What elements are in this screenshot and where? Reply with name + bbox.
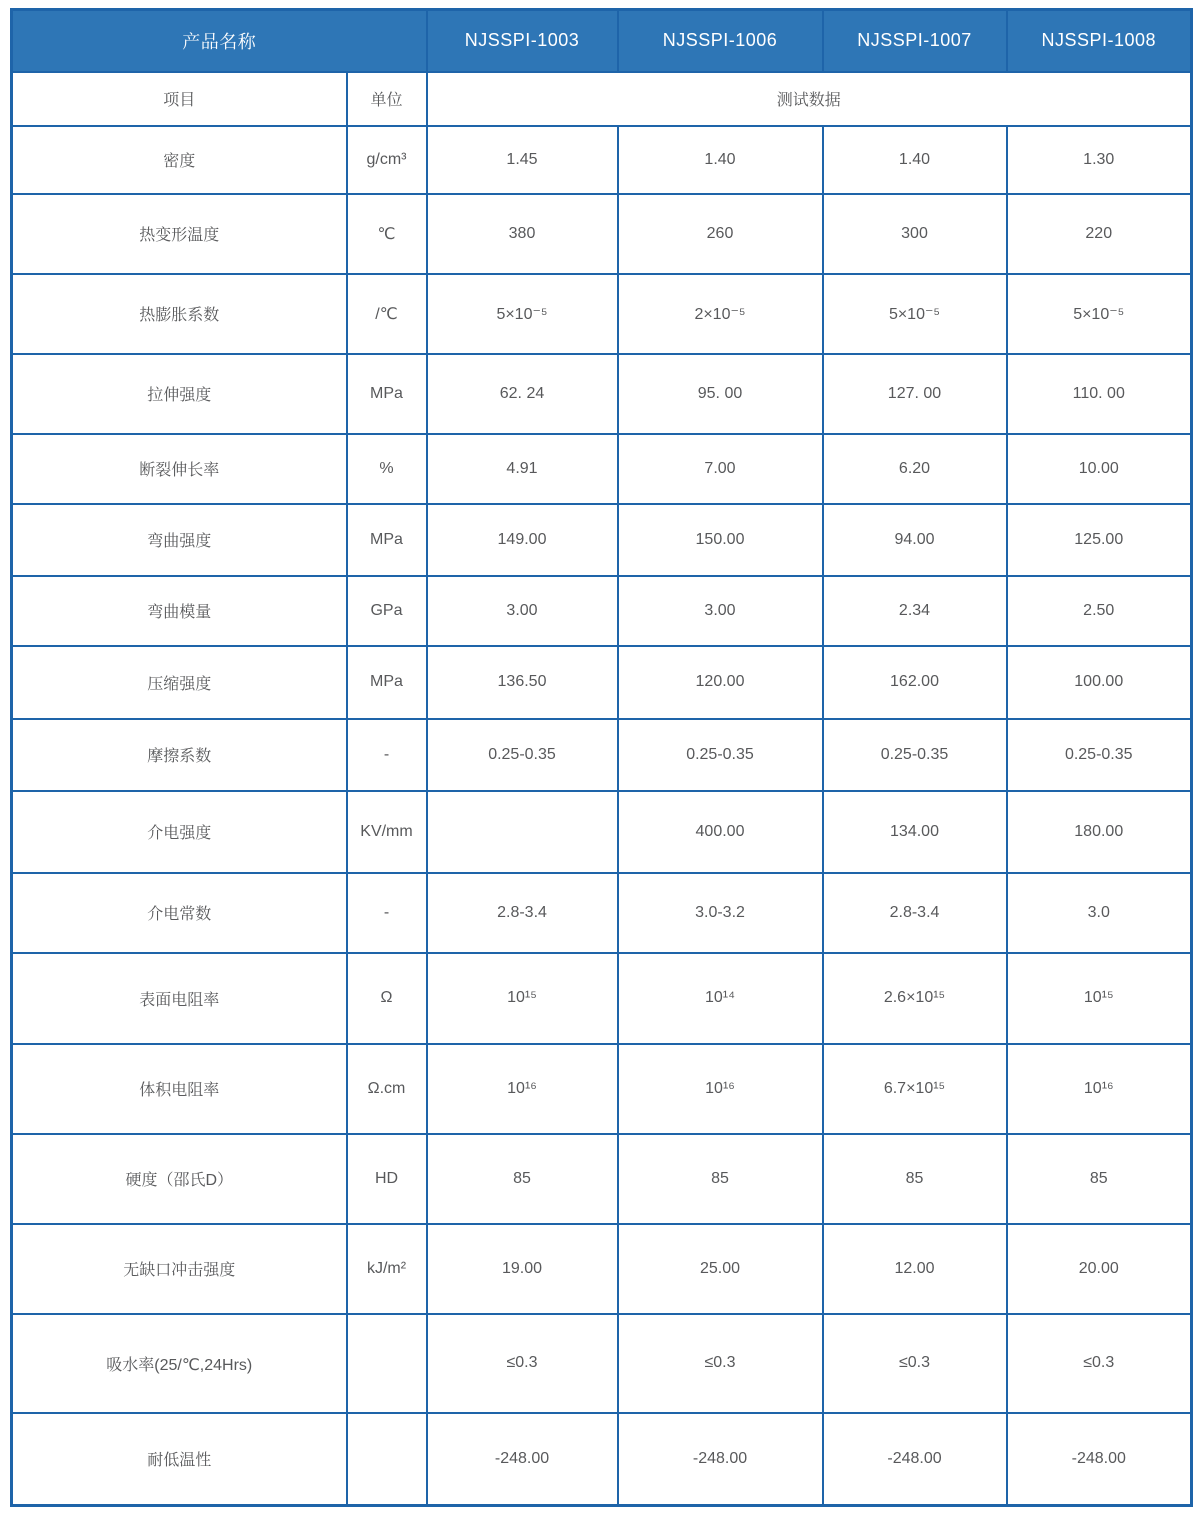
table-row xyxy=(12,719,1192,791)
property-unit-cell: MPa xyxy=(347,504,427,576)
property-value-cell: 10¹⁶ xyxy=(618,1044,823,1134)
table-row xyxy=(12,873,1192,953)
property-label-cell: 热膨胀系数 xyxy=(12,274,347,354)
property-value-cell xyxy=(427,791,618,873)
property-unit-cell: g/cm³ xyxy=(347,126,427,194)
property-value-cell: 120.00 xyxy=(618,646,823,719)
property-label-cell: 介电常数 xyxy=(12,873,347,953)
property-value-cell: 150.00 xyxy=(618,504,823,576)
property-unit-cell: KV/mm xyxy=(347,791,427,873)
property-value-cell: 0.25-0.35 xyxy=(427,719,618,791)
property-label-cell: 热变形温度 xyxy=(12,194,347,274)
product-header-row xyxy=(12,10,1192,72)
table-row xyxy=(12,354,1192,434)
table-row xyxy=(12,576,1192,646)
property-value-cell: 110. 00 xyxy=(1007,354,1192,434)
property-value-cell: 5×10⁻⁵ xyxy=(427,274,618,354)
spec-table-body xyxy=(12,126,1192,1506)
table-row xyxy=(12,194,1192,274)
property-label-cell: 耐低温性 xyxy=(12,1413,347,1506)
property-unit-cell: GPa xyxy=(347,576,427,646)
property-unit-cell: Ω xyxy=(347,953,427,1044)
property-unit-cell: - xyxy=(347,719,427,791)
table-row xyxy=(12,953,1192,1044)
property-unit-cell: /℃ xyxy=(347,274,427,354)
property-value-cell: 180.00 xyxy=(1007,791,1192,873)
property-label-cell: 密度 xyxy=(12,126,347,194)
property-value-cell: 85 xyxy=(618,1134,823,1224)
property-value-cell: 25.00 xyxy=(618,1224,823,1314)
property-value-cell: 10¹⁶ xyxy=(427,1044,618,1134)
product-spec-table xyxy=(10,8,1193,1507)
property-label-cell: 硬度（邵氏D） xyxy=(12,1134,347,1224)
property-value-cell: ≤0.3 xyxy=(823,1314,1007,1413)
property-value-cell: 125.00 xyxy=(1007,504,1192,576)
property-value-cell: 1.40 xyxy=(823,126,1007,194)
property-label-cell: 摩擦系数 xyxy=(12,719,347,791)
subheader-row xyxy=(12,72,1192,126)
property-label-cell: 压缩强度 xyxy=(12,646,347,719)
property-value-cell: ≤0.3 xyxy=(1007,1314,1192,1413)
property-value-cell: ≤0.3 xyxy=(618,1314,823,1413)
property-value-cell: 380 xyxy=(427,194,618,274)
property-value-cell: 62. 24 xyxy=(427,354,618,434)
table-row xyxy=(12,274,1192,354)
table-row xyxy=(12,791,1192,873)
property-value-cell: 100.00 xyxy=(1007,646,1192,719)
property-unit-cell: Ω.cm xyxy=(347,1044,427,1134)
table-row xyxy=(12,504,1192,576)
property-value-cell: -248.00 xyxy=(823,1413,1007,1506)
property-value-cell: 2×10⁻⁵ xyxy=(618,274,823,354)
item-header: 项目 xyxy=(12,72,347,126)
property-value-cell: 3.0 xyxy=(1007,873,1192,953)
property-value-cell: 0.25-0.35 xyxy=(1007,719,1192,791)
property-value-cell: 10¹⁵ xyxy=(427,953,618,1044)
property-label-cell: 体积电阻率 xyxy=(12,1044,347,1134)
property-value-cell: 134.00 xyxy=(823,791,1007,873)
property-value-cell: 20.00 xyxy=(1007,1224,1192,1314)
table-row xyxy=(12,434,1192,504)
table-row xyxy=(12,1134,1192,1224)
product-column-header: NJSSPI-1008 xyxy=(1007,10,1192,72)
property-value-cell: 85 xyxy=(427,1134,618,1224)
property-value-cell: 10¹⁴ xyxy=(618,953,823,1044)
property-value-cell: 10¹⁶ xyxy=(1007,1044,1192,1134)
property-value-cell: 3.0-3.2 xyxy=(618,873,823,953)
property-value-cell: 1.45 xyxy=(427,126,618,194)
property-value-cell: ≤0.3 xyxy=(427,1314,618,1413)
property-value-cell: 0.25-0.35 xyxy=(618,719,823,791)
property-unit-cell: MPa xyxy=(347,354,427,434)
table-row xyxy=(12,126,1192,194)
property-value-cell: 149.00 xyxy=(427,504,618,576)
property-unit-cell: kJ/m² xyxy=(347,1224,427,1314)
property-label-cell: 断裂伸长率 xyxy=(12,434,347,504)
property-value-cell: 95. 00 xyxy=(618,354,823,434)
property-value-cell: 12.00 xyxy=(823,1224,1007,1314)
property-value-cell: 19.00 xyxy=(427,1224,618,1314)
property-value-cell: 10.00 xyxy=(1007,434,1192,504)
table-row xyxy=(12,1044,1192,1134)
property-unit-cell: ℃ xyxy=(347,194,427,274)
property-value-cell: 260 xyxy=(618,194,823,274)
property-value-cell: 136.50 xyxy=(427,646,618,719)
table-row xyxy=(12,1413,1192,1506)
property-value-cell: 2.8-3.4 xyxy=(427,873,618,953)
property-value-cell: 0.25-0.35 xyxy=(823,719,1007,791)
property-value-cell: 400.00 xyxy=(618,791,823,873)
property-value-cell: 1.40 xyxy=(618,126,823,194)
product-column-header: NJSSPI-1006 xyxy=(618,10,823,72)
property-value-cell: 2.50 xyxy=(1007,576,1192,646)
property-value-cell: 162.00 xyxy=(823,646,1007,719)
property-label-cell: 弯曲强度 xyxy=(12,504,347,576)
property-value-cell: -248.00 xyxy=(427,1413,618,1506)
product-column-header: NJSSPI-1003 xyxy=(427,10,618,72)
property-value-cell: 2.34 xyxy=(823,576,1007,646)
property-value-cell: 2.8-3.4 xyxy=(823,873,1007,953)
property-unit-cell: % xyxy=(347,434,427,504)
table-row xyxy=(12,1314,1192,1413)
property-value-cell: -248.00 xyxy=(618,1413,823,1506)
property-value-cell: 85 xyxy=(1007,1134,1192,1224)
property-value-cell: 1.30 xyxy=(1007,126,1192,194)
unit-header: 单位 xyxy=(347,72,427,126)
property-value-cell: 6.20 xyxy=(823,434,1007,504)
property-value-cell: 220 xyxy=(1007,194,1192,274)
property-label-cell: 介电强度 xyxy=(12,791,347,873)
property-label-cell: 弯曲模量 xyxy=(12,576,347,646)
property-value-cell: 6.7×10¹⁵ xyxy=(823,1044,1007,1134)
property-value-cell: 2.6×10¹⁵ xyxy=(823,953,1007,1044)
property-value-cell: 5×10⁻⁵ xyxy=(1007,274,1192,354)
property-value-cell: 5×10⁻⁵ xyxy=(823,274,1007,354)
property-label-cell: 吸水率(25/℃,24Hrs) xyxy=(12,1314,347,1413)
property-unit-cell xyxy=(347,1413,427,1506)
property-unit-cell: MPa xyxy=(347,646,427,719)
table-row xyxy=(12,1224,1192,1314)
test-data-header: 测试数据 xyxy=(427,72,1192,126)
property-value-cell: 7.00 xyxy=(618,434,823,504)
property-value-cell: -248.00 xyxy=(1007,1413,1192,1506)
property-value-cell: 4.91 xyxy=(427,434,618,504)
property-value-cell: 3.00 xyxy=(618,576,823,646)
property-value-cell: 3.00 xyxy=(427,576,618,646)
property-value-cell: 300 xyxy=(823,194,1007,274)
property-label-cell: 拉伸强度 xyxy=(12,354,347,434)
product-column-header: NJSSPI-1007 xyxy=(823,10,1007,72)
property-value-cell: 94.00 xyxy=(823,504,1007,576)
property-unit-cell: - xyxy=(347,873,427,953)
property-label-cell: 无缺口冲击强度 xyxy=(12,1224,347,1314)
property-value-cell: 85 xyxy=(823,1134,1007,1224)
property-label-cell: 表面电阻率 xyxy=(12,953,347,1044)
table-row xyxy=(12,646,1192,719)
property-unit-cell: HD xyxy=(347,1134,427,1224)
property-value-cell: 127. 00 xyxy=(823,354,1007,434)
property-unit-cell xyxy=(347,1314,427,1413)
product-name-header: 产品名称 xyxy=(12,10,427,72)
property-value-cell: 10¹⁵ xyxy=(1007,953,1192,1044)
